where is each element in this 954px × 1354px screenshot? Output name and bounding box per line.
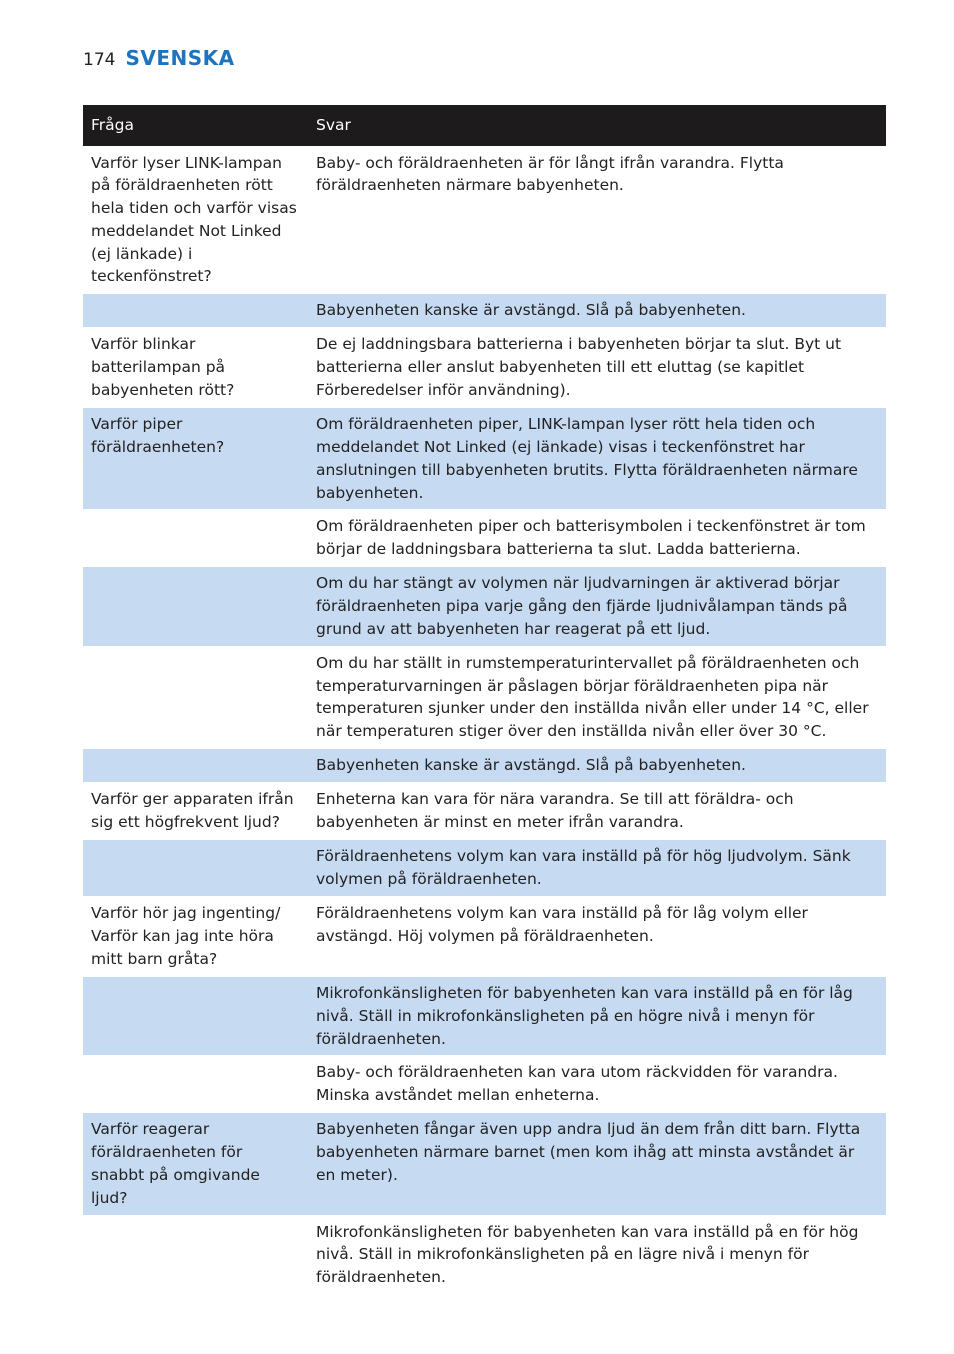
table-row [83,146,886,294]
table-row [83,1113,886,1215]
table-row [83,749,886,783]
question-cell [83,977,308,1056]
answer-cell: Babyenheten kanske är avstängd. Slå på babyenheten. [308,749,886,783]
question-cell: Varför lyser LINK-lampan på föräldraenheten rött hela tiden och varför visas meddelandet Not Linked (ej länkade) i teckenfönstret? [83,146,308,294]
question-cell: Varför ger apparaten ifrån sig ett högfrekvent ljud? [83,783,308,840]
question-cell [83,646,308,748]
question-cell [83,294,308,328]
troubleshooting-table [83,105,886,1295]
question-cell [83,1056,308,1113]
table-row [83,646,886,748]
language-title: SVENSKA [125,46,235,70]
table-row [83,897,886,977]
answer-cell: Mikrofonkänsligheten för babyenheten kan vara inställd på en för låg nivå. Ställ in mikrofonkänsligheten på en högre nivå i menyn för föräldraenheten. [308,977,886,1056]
table-row [83,294,886,328]
question-cell [83,749,308,783]
answer-cell: Babyenheten kanske är avstängd. Slå på babyenheten. [308,294,886,328]
question-cell: Varför piper föräldraenheten? [83,408,308,510]
table-row [83,1215,886,1295]
column-header-answer: Svar [308,105,886,146]
answer-cell: Om föräldraenheten piper, LINK-lampan lyser rött hela tiden och meddelandet Not Linked (ej länkade) visas i teckenfönstret har anslutningen till babyenheten brutits. Flytta föräldraenheten närmare babyenheten. [308,408,886,510]
table-row [83,783,886,840]
question-cell: Varför reagerar föräldraenheten för snabbt på omgivande ljud? [83,1113,308,1215]
answer-cell: Baby- och föräldraenheten är för långt ifrån varandra. Flytta föräldraenheten närmare babyenheten. [308,146,886,294]
question-cell: Varför blinkar batterilampan på babyenheten rött? [83,328,308,408]
table-row [83,510,886,567]
question-cell [83,840,308,897]
question-cell [83,567,308,646]
table-row [83,977,886,1056]
answer-cell: Baby- och föräldraenheten kan vara utom räckvidden för varandra. Minska avståndet mellan enheterna. [308,1056,886,1113]
table-row [83,1056,886,1113]
page-number: 174 [83,50,116,70]
answer-cell: Mikrofonkänsligheten för babyenheten kan vara inställd på en för hög nivå. Ställ in mikrofonkänsligheten på en lägre nivå i menyn för föräldraenheten. [308,1215,886,1295]
answer-cell: Föräldraenhetens volym kan vara inställd på för låg volym eller avstängd. Höj volymen på föräldraenheten. [308,897,886,977]
question-cell: Varför hör jag ingenting/ Varför kan jag inte höra mitt barn gråta? [83,897,308,977]
answer-cell: Enheterna kan vara för nära varandra. Se till att föräldra- och babyenheten är minst en meter ifrån varandra. [308,783,886,840]
table-row [83,567,886,646]
question-cell [83,510,308,567]
table-row [83,408,886,510]
answer-cell: Om du har ställt in rumstemperaturintervallet på föräldraenheten och temperaturvarningen är påslagen börjar föräldraenheten pipa när temperaturen sjunker under den inställda nivån eller under 14 °C, eller när temperaturen stiger över den inställda nivån eller över 30 °C. [308,646,886,748]
answer-cell: Om föräldraenheten piper och batterisymbolen i teckenfönstret är tom börjar de laddningsbara batterierna ta slut. Ladda batterierna. [308,510,886,567]
table-header-row [83,105,886,146]
answer-cell: Babyenheten fångar även upp andra ljud än dem från ditt barn. Flytta babyenheten närmare barnet (men kom ihåg att minsta avståndet är en meter). [308,1113,886,1215]
answer-cell: De ej laddningsbara batterierna i babyenheten börjar ta slut. Byt ut batterierna eller anslut babyenheten till ett eluttag (se kapitlet Förberedelser inför användning). [308,328,886,408]
answer-cell: Om du har stängt av volymen när ljudvarningen är aktiverad börjar föräldraenheten pipa varje gång den fjärde ljudnivålampan tänds på grund av att babyenheten har reagerat på ett ljud. [308,567,886,646]
question-cell [83,1215,308,1295]
column-header-question: Fråga [83,105,308,146]
table-row [83,840,886,897]
table-row [83,328,886,408]
answer-cell: Föräldraenhetens volym kan vara inställd på för hög ljudvolym. Sänk volymen på föräldraenheten. [308,840,886,897]
page-header [83,46,235,76]
